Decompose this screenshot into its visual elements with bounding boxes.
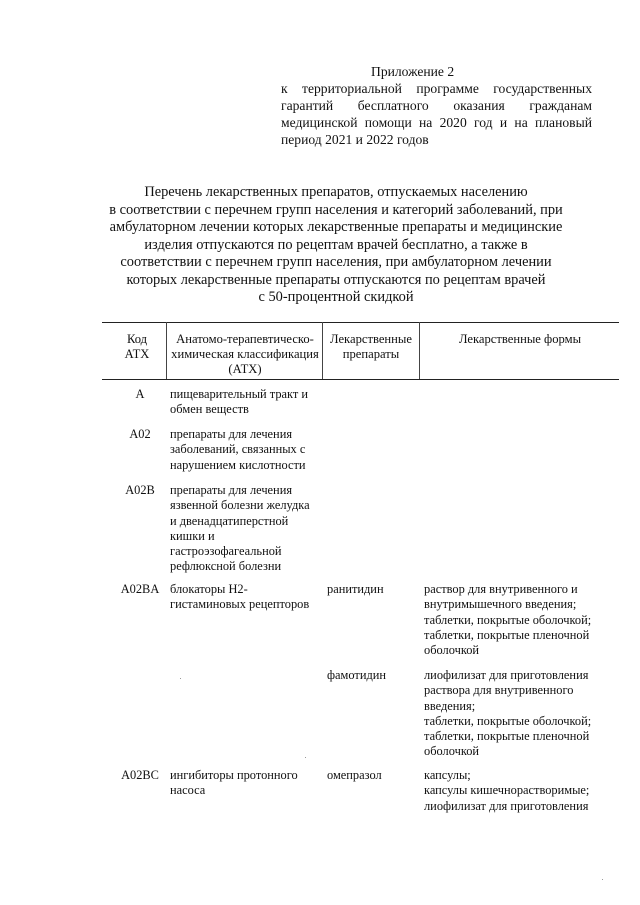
header-forms: Лекарственные формы (458, 332, 582, 346)
row-drug: фамотидин (327, 668, 387, 682)
header-drugs: Лекарственные препараты (330, 332, 412, 361)
document-heading (100, 184, 572, 307)
table-top-rule (102, 322, 619, 323)
appendix-line: период 2021 и 2022 годов (281, 132, 429, 147)
row-classification: блокаторы Н2- гистаминовых рецепторов (170, 582, 310, 612)
row-classification: ингибиторы протонного насоса (170, 768, 298, 798)
row-drug: ранитидин (327, 582, 384, 596)
row-forms: раствор для внутривенного и внутримышечного введения; таблетки, покрытые оболочкой; таблетки, покрытые пленочной оболочкой (424, 582, 592, 658)
row-code: A02 (129, 427, 151, 441)
row-code: A02BA (120, 582, 160, 596)
appendix-line: к территориальной программе государственных (281, 81, 592, 96)
row-forms: капсулы; капсулы кишечнорастворимые; лиофилизат для приготовления (424, 768, 590, 813)
appendix-title: Приложение 2 (371, 64, 455, 79)
row-code: A02B (125, 483, 155, 497)
row-classification: препараты для лечения заболеваний, связанных с нарушением кислотности (170, 427, 306, 472)
heading-line: изделия отпускаются по рецептам врачей бесплатно, а также в (144, 236, 528, 253)
appendix-line: медицинской помощи на 2020 год и на плановый (281, 115, 592, 130)
row-forms: лиофилизат для приготовления раствора для внутривенного введения; таблетки, покрытые оболочкой; таблетки, покрытые пленочной оболочкой (424, 668, 592, 759)
scan-speck (305, 757, 306, 758)
row-classification: пищеварительный тракт и обмен веществ (170, 387, 309, 417)
heading-line: соответствии с перечнем групп населения, при амбулаторном лечении (120, 254, 552, 270)
scan-speck (180, 678, 181, 679)
column-separator (166, 322, 167, 379)
table-header-bottom-rule (102, 379, 619, 380)
appendix-block (281, 63, 592, 148)
column-separator (419, 322, 420, 379)
scan-speck (602, 879, 603, 880)
heading-line: Перечень лекарственных препаратов, отпускаемых населению (144, 184, 528, 200)
column-separator (322, 322, 323, 379)
row-classification: препараты для лечения язвенной болезни желудка и двенадцатиперстной кишки и гастроэзофагеальной рефлюксной болезни (170, 483, 310, 574)
heading-line: в соответствии с перечнем групп населения и категорий заболеваний, при (109, 201, 563, 218)
heading-line: с 50-процентной скидкой (258, 289, 414, 305)
header-code: Код АТХ (124, 332, 150, 361)
row-drug: омепразол (327, 768, 382, 782)
row-code: A02BC (121, 768, 159, 782)
row-code: А (135, 387, 145, 401)
heading-line: амбулаторном лечении которых лекарственные препараты и медицинские (109, 219, 563, 235)
appendix-line: гарантий бесплатного оказания гражданам (281, 98, 592, 113)
header-classification: Анатомо-терапевтическо- химическая классификация (АТХ) (171, 332, 319, 376)
heading-line: которых лекарственные препараты отпускаются по рецептам врачей (126, 271, 546, 288)
